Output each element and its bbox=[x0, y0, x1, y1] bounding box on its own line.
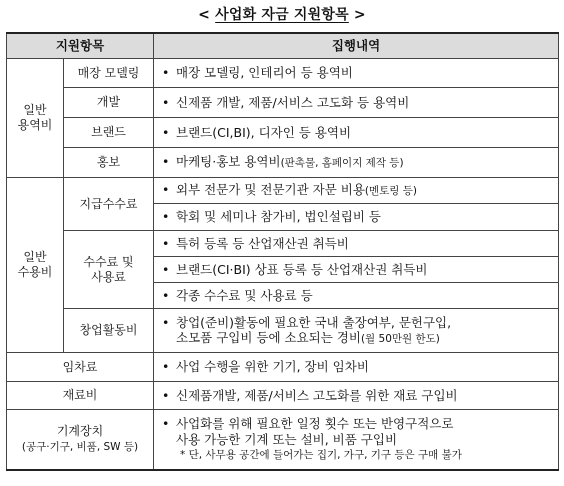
detail-continuation: 사용 가능한 기계 또는 설비, 비품 구입비 bbox=[176, 431, 398, 447]
detail-cell bbox=[154, 283, 559, 309]
category-rent: 임차료 bbox=[7, 353, 154, 382]
sub-item-development: 개발 bbox=[64, 88, 154, 118]
detail-text: 브랜드(CI·BI) 상표 등록 등 산업재산권 취득비 bbox=[176, 261, 428, 277]
bullet-marker: • bbox=[162, 261, 170, 277]
table-row bbox=[7, 178, 559, 204]
sub-item-promotion: 홍보 bbox=[64, 148, 154, 178]
header-row bbox=[7, 33, 559, 59]
sub-item-payment-fees: 지급수수료 bbox=[64, 178, 154, 231]
group-label-line2: 수용비 bbox=[17, 265, 53, 279]
detail-cell bbox=[154, 59, 559, 88]
header-details: 집행내역 bbox=[154, 33, 559, 59]
group-cell-general-service bbox=[7, 59, 64, 178]
table-row bbox=[7, 382, 559, 410]
group-label-line1: 일반 bbox=[23, 250, 47, 264]
detail-text: 소모품 구입비 등에 소요되는 경비 bbox=[176, 330, 361, 346]
bullet-marker: • bbox=[162, 65, 170, 81]
bullet-marker: • bbox=[162, 287, 170, 303]
detail-cell bbox=[154, 148, 559, 178]
bullet-marker: • bbox=[162, 387, 170, 403]
table-row bbox=[7, 231, 559, 257]
detail-cell bbox=[154, 410, 559, 470]
detail-cell bbox=[154, 257, 559, 283]
table-row bbox=[7, 353, 559, 382]
category-machinery bbox=[7, 410, 154, 470]
table-row bbox=[7, 148, 559, 178]
sub-label-line1: 수수료 및 bbox=[83, 254, 134, 269]
detail-footnote: * 단, 사무용 공간에 들어가는 집기, 가구, 기구 등은 구매 불가 bbox=[180, 449, 462, 462]
table-row bbox=[7, 410, 559, 470]
detail-text: 매장 모델링, 인테리어 등 용역비 bbox=[176, 65, 353, 81]
group-cell-general-expense bbox=[7, 178, 64, 353]
sub-item-startup-activity: 창업활동비 bbox=[64, 309, 154, 353]
detail-cell bbox=[154, 204, 559, 231]
sub-item-fees-and-royalties bbox=[64, 231, 154, 309]
group-label-line2: 용역비 bbox=[17, 118, 53, 132]
detail-text: 신제품개발, 제품/서비스 고도화를 위한 재료 구입비 bbox=[176, 387, 458, 403]
detail-text: 특허 등록 등 산업재산권 취득비 bbox=[176, 235, 349, 251]
detail-note-small: (멘토링 등) bbox=[364, 185, 418, 198]
bullet-marker: • bbox=[162, 124, 170, 140]
bullet-marker: • bbox=[162, 182, 170, 198]
detail-cell bbox=[154, 309, 559, 353]
detail-continuation bbox=[162, 330, 552, 346]
detail-text: 사업화를 위해 필요한 일정 횟수 또는 반영구적으로 bbox=[176, 416, 454, 432]
detail-text: 학회 및 세미나 참가비, 법인설립비 등 bbox=[176, 209, 381, 225]
detail-cell bbox=[154, 382, 559, 410]
detail-cell bbox=[154, 88, 559, 118]
title-close-bracket: > bbox=[348, 7, 366, 23]
header-category: 지원항목 bbox=[7, 33, 154, 59]
detail-cell bbox=[154, 231, 559, 257]
detail-text: 브랜드(CI,BI), 디자인 등 용역비 bbox=[176, 124, 352, 140]
detail-text: 마케팅·홍보 용역비 bbox=[176, 154, 281, 170]
bullet-marker: • bbox=[162, 416, 170, 432]
detail-cell bbox=[154, 178, 559, 204]
bullet-marker: • bbox=[162, 209, 170, 225]
sub-label-line2: 사용료 bbox=[91, 269, 126, 284]
category-label-line2: (공구·기구, 비품, SW 등) bbox=[21, 441, 139, 454]
bullet-marker: • bbox=[162, 359, 170, 375]
detail-text: 각종 수수료 및 사용료 등 bbox=[176, 287, 313, 303]
category-label-line1: 기계장치 bbox=[56, 424, 104, 439]
sub-item-store-modeling: 매장 모델링 bbox=[64, 59, 154, 88]
detail-text: 외부 전문가 및 전문기관 자문 비용 bbox=[176, 182, 365, 198]
category-material: 재료비 bbox=[7, 382, 154, 410]
title-open-bracket: < bbox=[198, 7, 216, 23]
table-row bbox=[7, 118, 559, 148]
sub-item-brand: 브랜드 bbox=[64, 118, 154, 148]
bullet-marker: • bbox=[162, 94, 170, 110]
bullet-marker: • bbox=[162, 235, 170, 251]
detail-cell bbox=[154, 118, 559, 148]
bullet-marker: • bbox=[162, 154, 170, 170]
detail-note-small: (월 50만원 한도) bbox=[360, 333, 440, 346]
table-row bbox=[7, 309, 559, 353]
detail-text: 신제품 개발, 제품/서비스 고도화 등 용역비 bbox=[176, 94, 410, 110]
detail-text: 창업(준비)활동에 필요한 국내 출장여부, 문헌구입, bbox=[176, 314, 452, 330]
bullet-marker: • bbox=[162, 314, 170, 330]
table-row bbox=[7, 59, 559, 88]
document-title bbox=[0, 4, 564, 24]
group-label-line1: 일반 bbox=[23, 103, 47, 117]
detail-cell bbox=[154, 353, 559, 382]
detail-text: 사업 수행을 위한 기기, 장비 임차비 bbox=[176, 359, 369, 375]
detail-note-small: (판촉물, 홈페이지 제작 등) bbox=[280, 157, 404, 170]
support-items-table bbox=[6, 32, 559, 471]
table-row bbox=[7, 88, 559, 118]
title-text: 사업화 자금 지원항목 bbox=[215, 7, 349, 23]
